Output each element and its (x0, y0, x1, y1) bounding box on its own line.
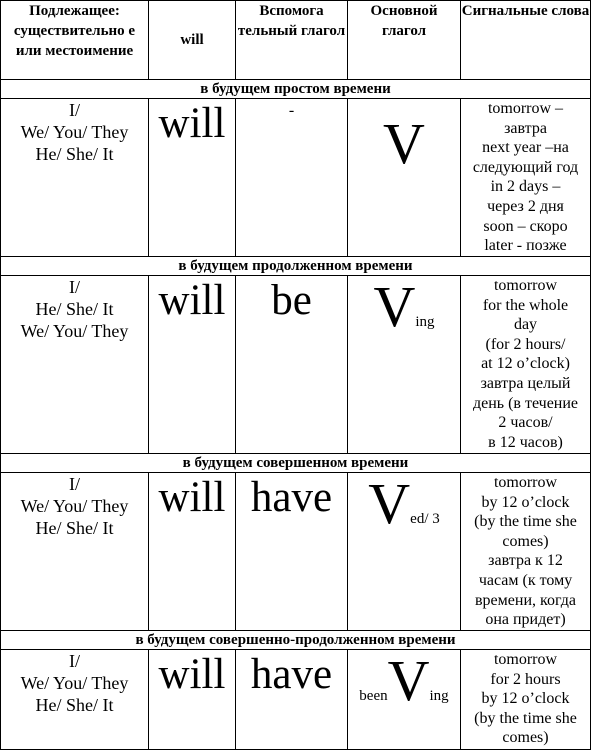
signal-line: by 12 o’clock (481, 690, 570, 708)
header-main-verb: Основной глагол (348, 1, 461, 80)
verb-symbol: V (383, 111, 425, 176)
section-title: в будущем простом времени (1, 80, 591, 99)
signal-line: tomorrow (493, 277, 558, 294)
signal-line: tomorrow (493, 651, 558, 668)
header-row (1, 1, 591, 80)
signal-words-cell (461, 473, 591, 631)
header-subject: Подлежащее: существительно е или местоимение (1, 1, 149, 80)
section-title-row (1, 631, 591, 650)
signal-line: завтра целый (480, 374, 571, 392)
subject-line: We/ You/ They (20, 321, 129, 341)
signal-line: (by the time she (474, 513, 577, 531)
verb-symbol: V (387, 649, 430, 713)
verb-symbol: V (368, 472, 411, 536)
tense-row (1, 276, 591, 454)
signal-line: 2 часов/ (498, 414, 553, 432)
main-verb-cell (348, 650, 461, 750)
main-verb-cell (348, 473, 461, 631)
signal-line: следующий год (472, 158, 579, 176)
header-signal-words: Сигнальные слова (461, 1, 591, 80)
verb-symbol: V (373, 275, 416, 339)
signal-line: by 12 o’clock (481, 493, 570, 511)
subject-cell (1, 473, 149, 631)
section-title: в будущем совершенном времени (1, 454, 591, 473)
section-title-row (1, 80, 591, 99)
tense-row (1, 99, 591, 257)
signal-line: day (513, 316, 538, 334)
verb-suffix: ing (415, 314, 435, 330)
signal-line: in 2 days – (490, 178, 561, 196)
subject-line: I/ (69, 474, 80, 494)
auxiliary-cell: - (236, 99, 348, 257)
subject-cell (1, 276, 149, 454)
verb-suffix: ing (429, 688, 449, 704)
signal-line: soon – скоро (483, 217, 568, 235)
signal-line: tomorrow (493, 474, 558, 491)
subject-line: He/ She/ It (35, 518, 114, 538)
header-auxiliary: Вспомога тельный глагол (236, 1, 348, 80)
verb-suffix: ed/ 3 (410, 511, 440, 527)
will-cell: will (149, 650, 236, 750)
auxiliary-cell: be (236, 276, 348, 454)
signal-line: в 12 часов) (488, 433, 563, 451)
subject-line: We/ You/ They (20, 122, 129, 142)
subject-line: He/ She/ It (35, 299, 114, 319)
subject-line: He/ She/ It (35, 695, 114, 715)
subject-line: I/ (69, 100, 80, 120)
header-will: will (149, 1, 236, 80)
signal-words-cell (461, 99, 591, 257)
signal-words-cell (461, 650, 591, 750)
subject-line: We/ You/ They (20, 673, 129, 693)
subject-cell (1, 99, 149, 257)
auxiliary-cell: have (236, 650, 348, 750)
auxiliary-cell: have (236, 473, 348, 631)
tense-row (1, 650, 591, 750)
signal-line: завтра к 12 (488, 552, 563, 570)
signal-line: завтра (504, 119, 547, 137)
subject-line: We/ You/ They (20, 496, 129, 516)
subject-line: I/ (69, 651, 80, 671)
signal-line: for the whole (482, 296, 569, 314)
signal-line: часам (к тому (478, 571, 573, 589)
signal-line: (by the time she (474, 709, 577, 727)
tense-row (1, 473, 591, 631)
signal-words-cell (461, 276, 591, 454)
subject-cell (1, 650, 149, 750)
main-verb-cell (348, 99, 461, 257)
signal-line: later - позже (484, 237, 567, 255)
subject-line: I/ (69, 277, 80, 297)
signal-line: comes) (502, 729, 549, 747)
section-title-row (1, 257, 591, 276)
section-title: в будущем совершенно-продолженном времени (1, 631, 591, 650)
signal-line: день (в течение (472, 394, 579, 412)
main-verb-cell (348, 276, 461, 454)
signal-line: at 12 o’clock) (481, 355, 570, 373)
will-cell: will (149, 99, 236, 257)
signal-line: она придет) (485, 611, 566, 629)
signal-line: (for 2 hours/ (485, 335, 566, 353)
signal-line: tomorrow – (487, 100, 564, 117)
section-title: в будущем продолженном времени (1, 257, 591, 276)
signal-line: for 2 hours (490, 670, 561, 688)
signal-line: comes) (502, 532, 549, 550)
verb-prefix: been (359, 688, 388, 704)
subject-line: He/ She/ It (35, 144, 114, 164)
signal-line: времени, когда (475, 591, 576, 609)
will-cell: will (149, 473, 236, 631)
signal-line: next year –на (482, 139, 569, 157)
section-title-row (1, 454, 591, 473)
signal-line: через 2 дня (487, 197, 564, 215)
will-cell: will (149, 276, 236, 454)
